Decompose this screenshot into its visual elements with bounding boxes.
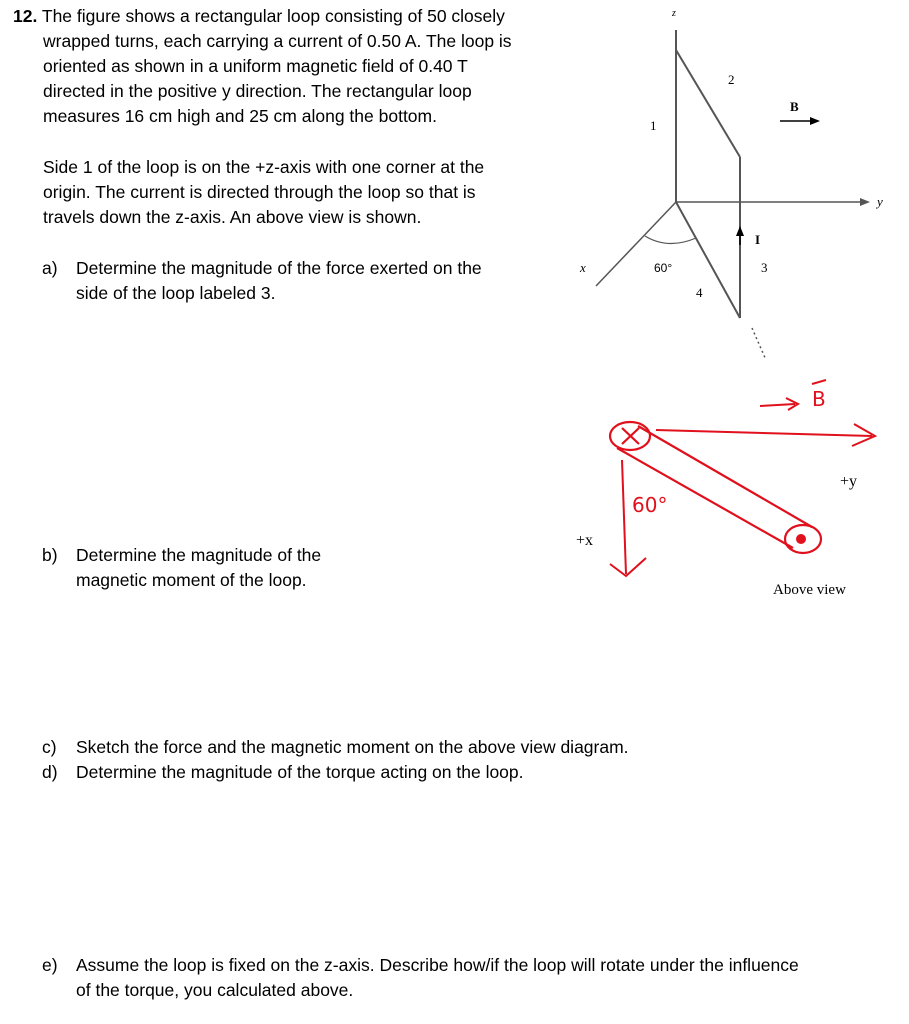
plus-y-axis <box>656 430 872 436</box>
side-label-1: 1 <box>650 118 657 133</box>
x-axis-label: x <box>580 260 586 275</box>
y-axis-arrowhead <box>860 198 870 206</box>
field-label: B <box>790 99 799 114</box>
intro-line-4: directed in the positive y direction. The rectangular loop <box>43 81 472 101</box>
setup-line-2: origin. The current is directed through the loop so that is <box>43 182 476 202</box>
above-view-y-label: +y <box>840 473 858 490</box>
part-d-line-1: Determine the magnitude of the torque acting on the loop. <box>76 762 524 782</box>
intro-line-5: measures 16 cm high and 25 cm along the bottom. <box>43 106 437 126</box>
part-e-label: e) <box>42 955 58 975</box>
intro-line-1: The figure shows a rectangular loop consisting of 50 closely <box>41 6 505 26</box>
part-a-label: a) <box>42 258 58 278</box>
part-b-label: b) <box>42 545 58 565</box>
loop-side-2 <box>676 50 740 157</box>
current-arrowhead <box>736 226 744 236</box>
intro-line-2: wrapped turns, each carrying a current of 0.50 A. The loop is <box>43 31 512 51</box>
z-axis-label: z <box>672 8 676 19</box>
plus-x-arrowhead <box>610 558 646 576</box>
part-b-line-1: Determine the magnitude of the <box>76 545 322 565</box>
setup-line-1: Side 1 of the loop is on the +z-axis with one corner at the <box>43 157 485 177</box>
above-view-caption: Above view <box>773 582 846 598</box>
y-axis-label: y <box>877 194 883 209</box>
part-c-line-1: Sketch the force and the magnetic moment on the above view diagram. <box>76 737 629 757</box>
part-a-line-2: side of the loop labeled 3. <box>76 283 276 303</box>
side-label-3: 3 <box>761 260 768 275</box>
part-b-line-2: magnetic moment of the loop. <box>76 570 307 590</box>
hand-angle-label: 60° <box>632 493 668 517</box>
above-view-figure <box>610 380 875 576</box>
setup-line-3: travels down the z-axis. An above view is shown. <box>43 207 422 227</box>
intro-line-3: oriented as shown in a uniform magnetic field of 0.40 T <box>43 56 468 76</box>
side-label-4: 4 <box>696 285 703 300</box>
current-label: I <box>755 232 761 247</box>
part-d-label: d) <box>42 762 58 782</box>
part-c-label: c) <box>42 737 57 757</box>
hand-field-vector-bar <box>812 380 826 384</box>
above-view-x-label: +x <box>576 532 594 549</box>
question-number: 12. <box>13 6 38 26</box>
part-a-line-1: Determine the magnitude of the force exerted on the <box>76 258 482 278</box>
plus-x-axis <box>622 460 626 574</box>
dotted-extension <box>752 328 766 360</box>
part-e-line-2: of the torque, you calculated above. <box>76 980 354 1000</box>
above-view-labels <box>576 387 857 598</box>
side-label-2: 2 <box>728 72 735 87</box>
hand-field-label: B <box>812 387 826 411</box>
field-arrowhead <box>810 117 820 125</box>
part-e-line-1: Assume the loop is fixed on the z-axis. Describe how/if the loop will rotate under the influence <box>76 955 799 975</box>
hand-field-arrow <box>760 404 795 406</box>
angle-label: 60° <box>654 261 673 275</box>
loop-side-4 <box>676 202 740 318</box>
angle-arc <box>645 236 696 244</box>
dot-mark <box>796 534 806 544</box>
